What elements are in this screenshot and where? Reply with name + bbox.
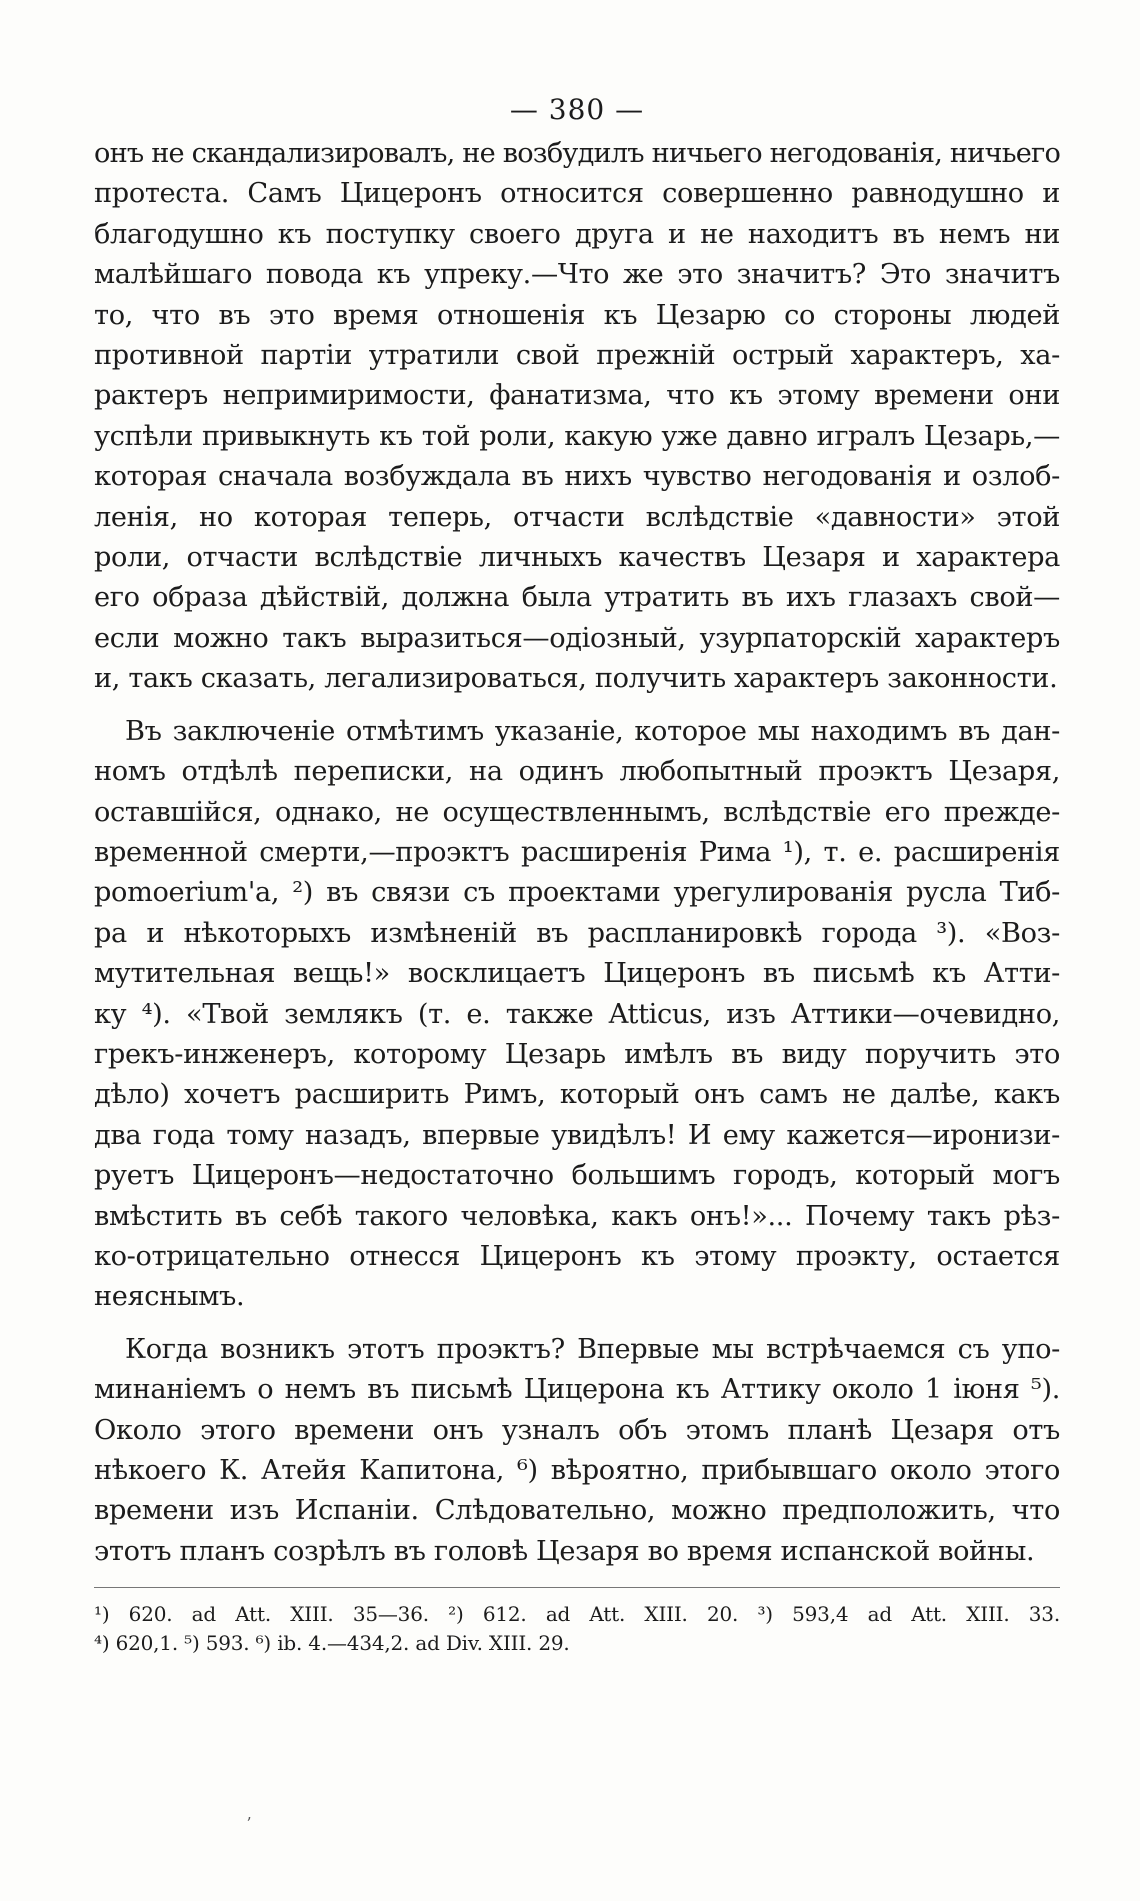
text-line: временной смерти,—проэктъ расширенія Рима ¹), т. е. расширенія	[94, 836, 1060, 868]
text-line: дѣло) хочетъ расширить Римъ, который онъ самъ не далѣе, какъ	[94, 1079, 1060, 1111]
text-line: малѣйшаго повода къ упреку.—Что же это значитъ? Это значитъ	[94, 259, 1060, 291]
text-line: времени изъ Испаніи. Слѣдовательно, можно предположить, что	[94, 1495, 1060, 1527]
text-line: ленія, но которая теперь, отчасти вслѣдствіе «давности» этой	[94, 501, 1060, 533]
paragraph-2	[94, 712, 1060, 1318]
text-line: два года тому назадъ, впервые увидѣлъ! И ему кажется—иронизи-	[94, 1119, 1060, 1151]
page-body	[94, 92, 1060, 1572]
paragraph-3	[94, 1330, 1060, 1572]
text-line: роли, отчасти вслѣдствіе личныхъ качествъ Цезаря и характера	[94, 542, 1060, 574]
page-number: — 380 —	[509, 93, 645, 126]
text-line: успѣли привыкнуть къ той роли, какую уже давно игралъ Цезарь,—	[94, 420, 1060, 452]
paragraph-1	[94, 134, 1060, 700]
text-line: нѣкоего К. Атейя Капитона, ⁶) вѣроятно, прибывшаго около этого	[94, 1455, 1060, 1486]
text-line: его образа дѣйствій, должна была утратить въ ихъ глазахъ свой—	[94, 582, 1060, 614]
footnotes	[94, 1587, 1060, 1658]
text-line: Когда возникъ этотъ проэктъ? Впервые мы встрѣчаемся съ упо-	[125, 1333, 1060, 1365]
text-line: которая сначала возбуждала въ нихъ чувство негодованія и озлоб-	[94, 461, 1060, 493]
text-line: то, что въ это время отношенія къ Цезарю со стороны людей	[94, 299, 1060, 331]
text-line: ку ⁴). «Твой землякъ (т. е. также Atticus, изъ Аттики—очевидно,	[94, 998, 1060, 1030]
footnote-line: ⁴) 620,1. ⁵) 593. ⁶) ib. 4.—434,2. ad Div. XIII. 29.	[94, 1631, 570, 1655]
text-line: онъ не скандализировалъ, не возбудилъ ничьего негодованія, ничьего	[94, 138, 1061, 169]
text-line: рактеръ непримиримости, фанатизма, что къ этому времени они	[94, 380, 1060, 412]
text-line: ра и нѣкоторыхъ измѣненій въ распланировкѣ города ³). «Воз-	[94, 917, 1060, 949]
text-line: номъ отдѣлѣ переписки, на одинъ любопытный проэктъ Цезаря,	[94, 756, 1060, 788]
text-line: грекъ-инженеръ, которому Цезарь имѣлъ въ виду поручить это	[94, 1038, 1060, 1070]
text-line: этотъ планъ созрѣлъ въ головѣ Цезаря во время испанской войны.	[94, 1535, 1035, 1567]
text-line: оставшійся, однако, не осуществленнымъ, вслѣдствіе его прежде-	[94, 796, 1060, 828]
text-line: ко-отрицательно отнесся Цицеронъ къ этому проэкту, остается	[94, 1240, 1060, 1272]
text-line: и, такъ сказать, легализироваться, получить характеръ законности.	[94, 663, 1058, 695]
text-line: противной партіи утратили свой прежній острый характеръ, ха-	[94, 340, 1060, 372]
text-line: pomoerium'а, ²) въ связи съ проектами урегулированія русла Тиб-	[94, 877, 1060, 909]
text-line: мутительная вещь!» восклицаетъ Цицеронъ въ письмѣ къ Атти-	[94, 958, 1060, 990]
text-line: Въ заключеніе отмѣтимъ указаніе, которое мы находимъ въ дан-	[125, 715, 1060, 747]
text-line: руетъ Цицеронъ—недостаточно большимъ городъ, который могъ	[94, 1160, 1060, 1192]
text-line: если можно такъ выразиться—одіозный, узурпаторскій характеръ	[94, 622, 1060, 654]
text-line: протеста. Самъ Цицеронъ относится совершенно равнодушно и	[94, 178, 1060, 210]
text-line: вмѣстить въ себѣ такого человѣка, какъ онъ!»... Почему такъ рѣз-	[94, 1200, 1060, 1232]
text-line: минаніемъ о немъ въ письмѣ Цицерона къ Аттику около 1 іюня ⁵).	[94, 1374, 1060, 1406]
footnote-line: ¹) 620. ad Att. XIII. 35—36. ²) 612. ad Att. XIII. 20. ³) 593,4 ad Att. XIII. 33.	[94, 1602, 1060, 1626]
print-speck: ʼ	[246, 1814, 252, 1833]
text-line: Около этого времени онъ узналъ объ этомъ планѣ Цезаря отъ	[94, 1414, 1060, 1446]
text-line: благодушно къ поступку своего друга и не находитъ въ немъ ни	[94, 218, 1060, 250]
text-line: неяснымъ.	[94, 1281, 245, 1313]
